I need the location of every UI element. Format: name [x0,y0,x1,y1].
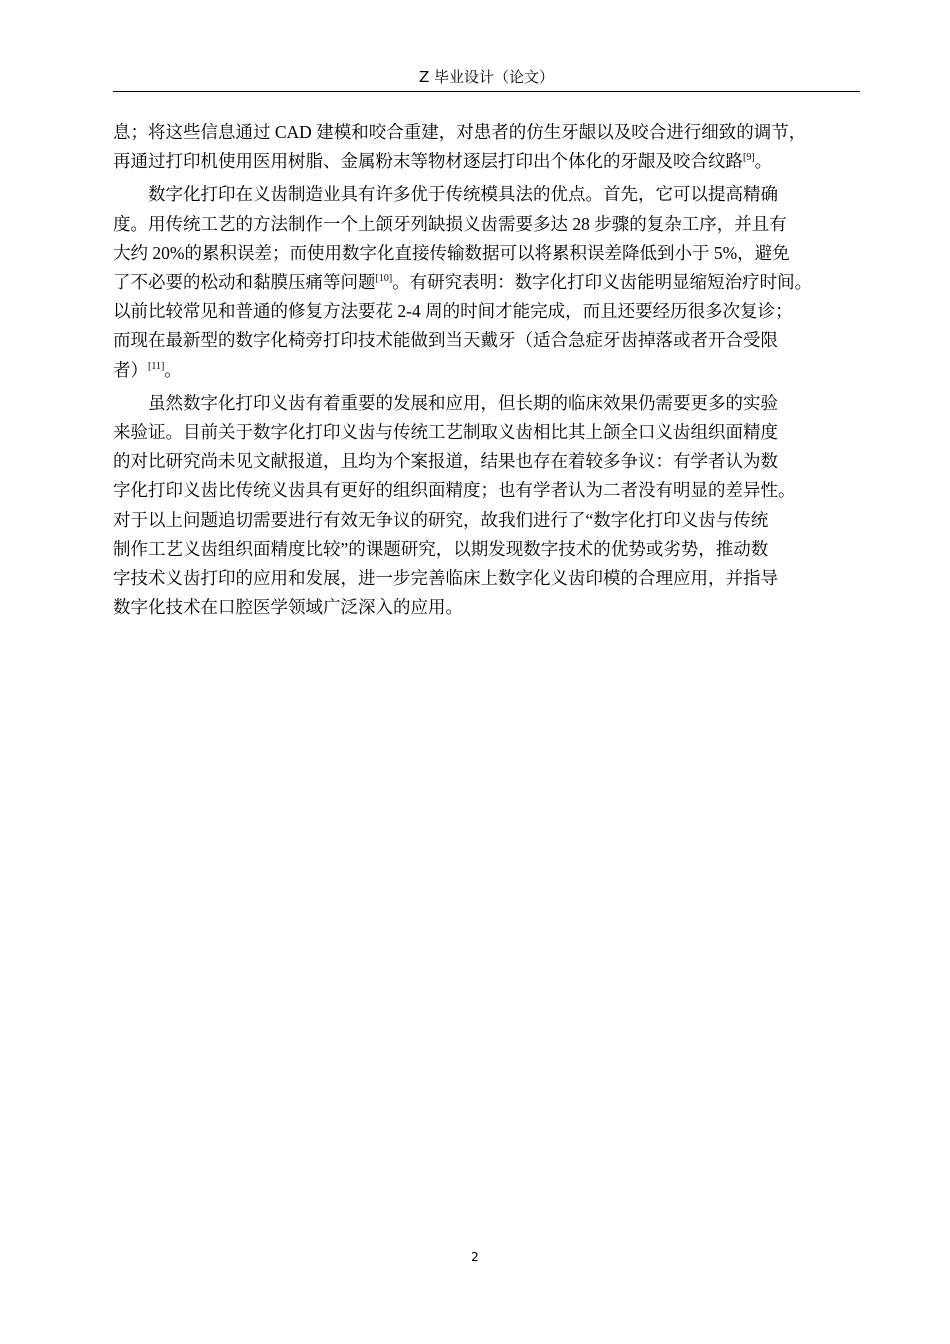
text-line: 字化打印义齿比传统义齿具有更好的组织面精度；也有学者认为二者没有明显的差异性。 [113,480,796,501]
text-line: 了不必要的松动和黏膜压痛等问题[10]。有研究表明：数字化打印义齿能明显缩短治疗时间。 [113,272,813,293]
text-line: 虽然数字化打印义齿有着重要的发展和应用，但长期的临床效果仍需要更多的实验 [148,392,778,413]
text-line: 的对比研究尚未见文献报道，且均为个案报道，结果也存在着较多争议：有学者认为数 [113,451,778,472]
text-line: 对于以上问题追切需要进行有效无争议的研究，故我们进行了“数字化打印义齿与传统 [113,509,769,530]
document-body [113,118,860,626]
text-line: 大约 20%的累积误差；而使用数字化直接传输数据可以将累积误差降低到小于 5%，避免 [113,242,790,263]
text-line: 以前比较常见和普通的修复方法要花 2-4 周的时间才能完成，而且还要经历很多次复诊； [113,301,793,322]
text-line: 数字化技术在口腔医学领域广泛深入的应用。 [113,597,463,618]
page-number: 2 [471,1250,479,1264]
text-line: 再通过打印机使用医用树脂、金属粉末等物材逐层打印出个体化的牙龈及咬合纹路[9]。 [113,151,773,172]
text-line: 制作工艺义齿组织面精度比较”的课题研究，以期发现数字技术的优势或劣势，推动数 [113,538,769,559]
text-line: 度。用传统工艺的方法制作一个上颌牙列缺损义齿需要多达 28 步骤的复杂工序，并且有 [113,213,787,234]
text-line: 来验证。目前关于数字化打印义齿与传统工艺制取义齿相比其上颌全口义齿组织面精度 [113,422,778,443]
paragraph-2 [113,180,860,384]
text-line: 而现在最新型的数字化椅旁打印技术能做到当天戴牙（适合急症牙齿掉落或者开合受限 [113,330,778,351]
text-line: 字技术义齿打印的应用和发展，进一步完善临床上数字化义齿印模的合理应用，并指导 [113,568,778,589]
paragraph-1 [113,118,860,176]
paragraph-3 [113,389,860,623]
citation-marker: [9] [743,152,755,164]
citation-marker: [10] [375,273,393,285]
citation-marker: [11] [148,360,165,372]
header-divider [113,91,860,92]
page-header-title: Z 毕业设计（论文） [418,68,555,86]
text-line: 数字化打印在义齿制造业具有许多优于传统模具法的优点。首先，它可以提高精确 [148,184,778,205]
text-line: 息；将这些信息通过 CAD 建模和咬合重建，对患者的仿生牙龈以及咬合进行细致的调节， [113,122,807,142]
text-line: 者）[11]。 [113,359,182,380]
